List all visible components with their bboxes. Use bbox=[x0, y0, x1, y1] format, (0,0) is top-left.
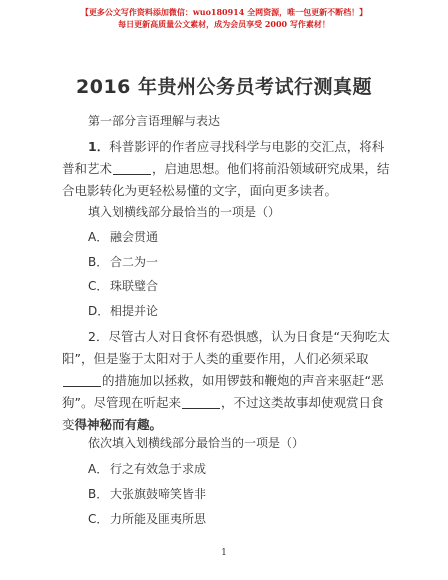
question-1-option-a bbox=[88, 228, 158, 245]
option-letter: B． bbox=[88, 487, 109, 501]
option-letter: D． bbox=[88, 304, 110, 318]
question-2-option-b bbox=[88, 485, 206, 502]
question-2-text-part-a: 尽管古人对日食怀有恐惧感，认为日食是“天狗吃太阳”，但是鉴于太阳对于人类的重要作用，人们必须采取 bbox=[62, 329, 390, 366]
question-2-prompt: 依次填入划横线部分最恰当的一项是（） bbox=[88, 436, 305, 450]
option-letter: B． bbox=[88, 255, 109, 269]
question-2-text-part-b: 的措施加以拯救，如用锣鼓和鞭炮的声音来驱赶“恶狗”。尽管现在听起来 bbox=[62, 373, 384, 410]
question-1-option-d bbox=[88, 302, 158, 319]
option-text: 珠联璧合 bbox=[110, 279, 159, 293]
question-2-text bbox=[62, 326, 392, 436]
page-number: 1 bbox=[221, 548, 227, 558]
promo-banner-line-1: 【更多公文写作资料添加微信：wuo180914 全网资源，唯一包更新不断档！】 bbox=[80, 7, 368, 17]
option-text: 融会贯通 bbox=[110, 230, 159, 244]
question-2-option-c bbox=[88, 510, 206, 527]
option-letter: A． bbox=[88, 230, 109, 244]
question-1-text-part-b: ，启迪思想。他们将前沿领域研究成果，结合电影转化为更轻松易懂的文字，面向更多读者。 bbox=[62, 161, 390, 198]
question-1-blank bbox=[113, 160, 151, 175]
question-2-blank-2 bbox=[182, 394, 220, 409]
option-letter: C． bbox=[88, 512, 109, 526]
option-text: 力所能及匪夷所思 bbox=[110, 512, 207, 526]
question-2-text-part-d: 得神秘而有趣。 bbox=[74, 417, 163, 432]
question-1-text-part-a: 科普影评的作者应寻找科学与电影的交汇点，将科普和艺术 bbox=[62, 139, 385, 176]
question-2-number: 2． bbox=[88, 329, 109, 344]
option-text: 行之有效急于求成 bbox=[110, 462, 207, 476]
page-title: 2016 年贵州公务员考试行测真题 bbox=[76, 76, 372, 98]
question-1-option-c bbox=[88, 277, 158, 294]
question-2-option-a bbox=[88, 460, 206, 477]
option-text: 相提并论 bbox=[110, 304, 159, 318]
option-letter: C． bbox=[88, 279, 109, 293]
question-1-text bbox=[62, 136, 392, 202]
question-2-blank-1 bbox=[63, 372, 101, 387]
question-1-number: 1． bbox=[88, 139, 110, 154]
option-letter: A． bbox=[88, 462, 109, 476]
option-text: 大张旗鼓啼笑皆非 bbox=[110, 487, 207, 501]
promo-banner-line-2: 每日更新高质量公文素材，成为会员享受 2000 写作素材！ bbox=[118, 19, 330, 29]
question-1-prompt: 填入划横线部分最恰当的一项是（） bbox=[88, 205, 281, 219]
section-heading: 第一部分言语理解与表达 bbox=[88, 114, 221, 128]
question-2-text-part-c: ，不过这类故事却使观赏日食变 bbox=[62, 395, 384, 432]
question-1-option-b bbox=[88, 253, 158, 270]
option-text: 合二为一 bbox=[110, 255, 159, 269]
